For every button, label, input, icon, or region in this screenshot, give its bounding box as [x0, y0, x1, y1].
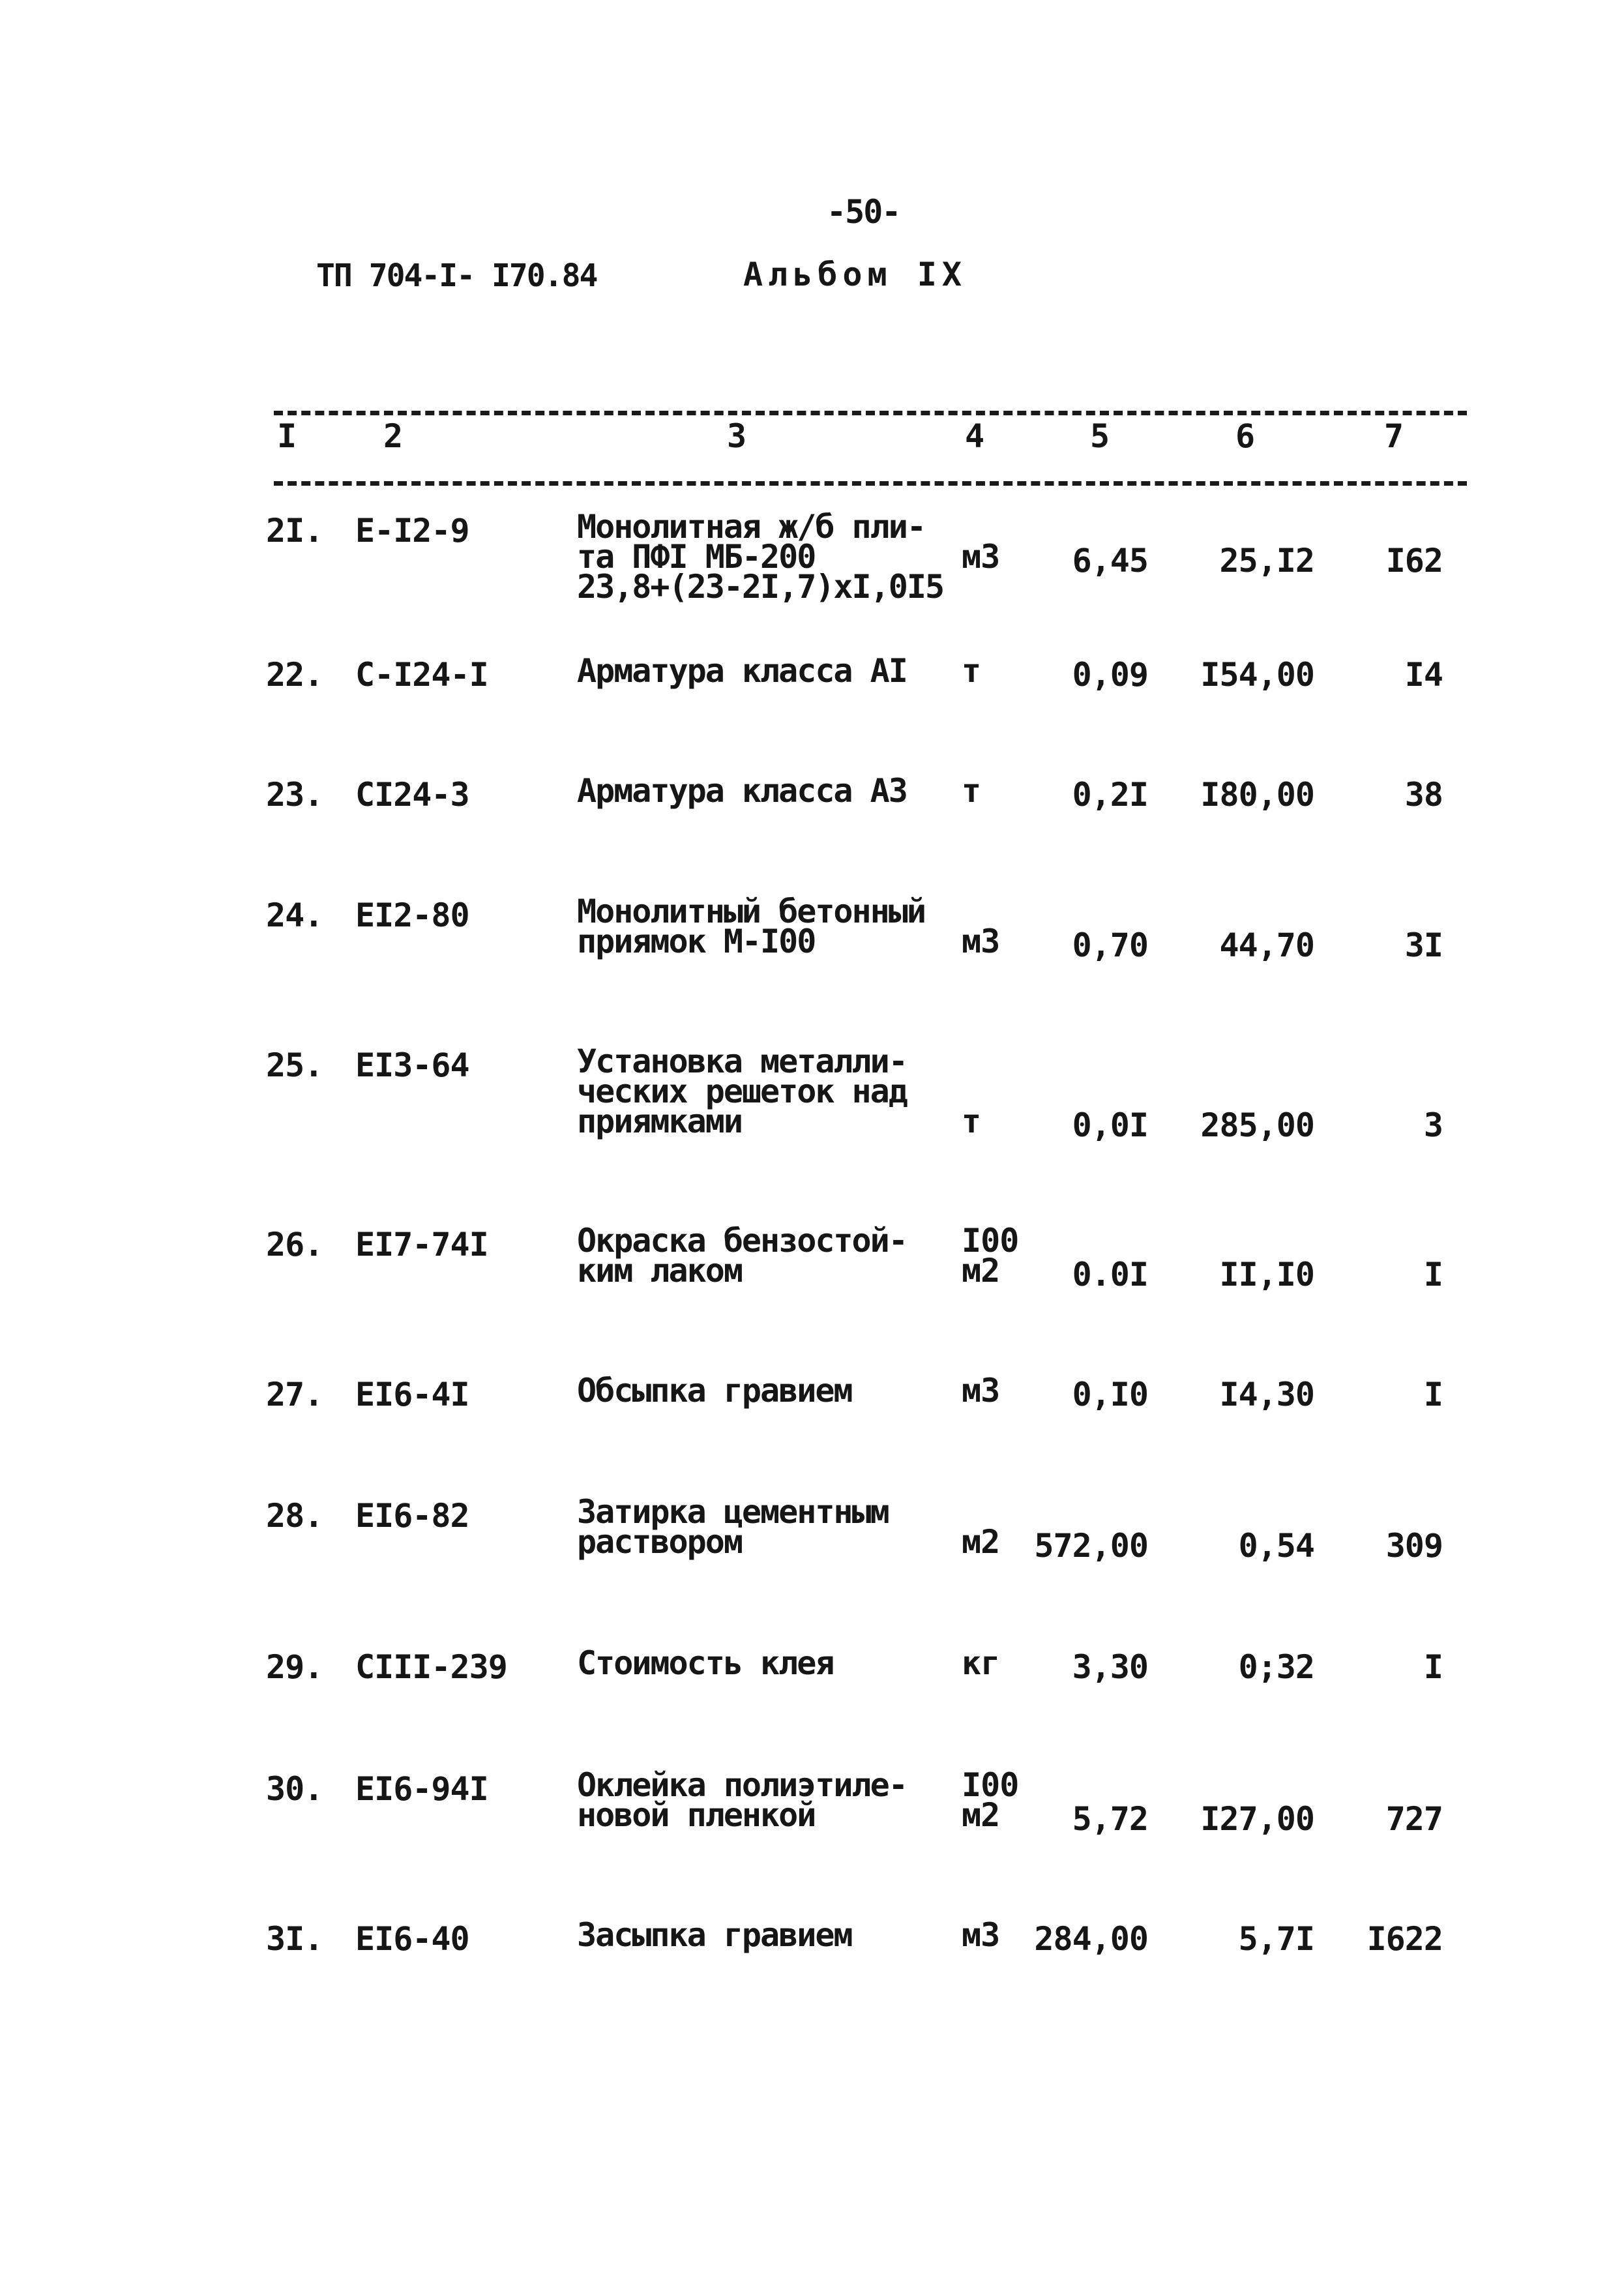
row-total: I	[1423, 1256, 1443, 1293]
row-unit: кг	[962, 1644, 1000, 1682]
row-code: EI7-74I	[355, 1226, 488, 1264]
row-unit: I00 м2	[962, 1766, 1019, 1834]
row-code: CIII-239	[355, 1648, 507, 1686]
table-header-rule	[274, 481, 1467, 486]
row-description: Затирка цементным раствором	[577, 1493, 889, 1561]
row-unit: т	[962, 652, 981, 690]
row-number: 29.	[266, 1648, 323, 1686]
column-header-3: 3	[727, 417, 747, 455]
row-code: CI24-3	[355, 776, 469, 814]
row-total: I	[1423, 1376, 1443, 1413]
row-total: I622	[1366, 1920, 1443, 1958]
row-number: 26.	[266, 1226, 323, 1264]
column-header-1: I	[277, 417, 297, 455]
row-quantity: 284,00	[1034, 1920, 1148, 1958]
column-header-4: 4	[965, 417, 985, 455]
row-number: 25.	[266, 1046, 323, 1084]
row-number: 22.	[266, 656, 323, 694]
row-code: C-I24-I	[355, 656, 488, 694]
row-code: EI2-80	[355, 896, 469, 934]
row-unit-price: 0,54	[1238, 1527, 1314, 1565]
row-total: I	[1423, 1648, 1443, 1686]
row-unit: т	[962, 772, 981, 810]
column-header-2: 2	[383, 417, 404, 455]
column-header-5: 5	[1090, 417, 1110, 455]
row-description: Монолитный бетонный приямок М-I00	[577, 893, 925, 960]
row-number: 24.	[266, 896, 323, 934]
row-quantity: 0,2I	[1072, 776, 1148, 814]
row-number: 27.	[266, 1376, 323, 1413]
row-quantity: 572,00	[1034, 1527, 1148, 1565]
row-description: Обсыпка гравием	[577, 1372, 852, 1410]
album-label: Альбом IX	[743, 256, 967, 293]
row-description: Оклейка полиэтиле- новой пленкой	[577, 1766, 907, 1834]
row-unit: т	[962, 1102, 981, 1140]
row-code: EI6-4I	[355, 1376, 469, 1413]
row-unit: м3	[962, 1916, 1000, 1954]
row-description: Монолитная ж/б пли- та ПФI МБ-200 23,8+(23-2I,7)xI,0I5	[577, 508, 944, 606]
table-top-rule	[274, 411, 1467, 415]
page-number: -50-	[827, 193, 900, 231]
row-quantity: 6,45	[1072, 542, 1148, 580]
row-quantity: 0,70	[1072, 926, 1148, 964]
row-total: 727	[1385, 1800, 1443, 1838]
row-unit: м3	[962, 538, 1000, 576]
row-description: Окраска бензостой- ким лаком	[577, 1222, 907, 1290]
row-unit-price: I80,00	[1200, 776, 1314, 814]
row-code: EI6-94I	[355, 1770, 488, 1808]
row-unit: I00 м2	[962, 1222, 1019, 1290]
row-number: 23.	[266, 776, 323, 814]
row-total: 309	[1385, 1527, 1443, 1565]
row-unit-price: 285,00	[1200, 1106, 1314, 1144]
row-total: 38	[1404, 776, 1443, 814]
row-code: EI3-64	[355, 1046, 469, 1084]
row-total: 3	[1423, 1106, 1443, 1144]
row-total: I62	[1385, 542, 1443, 580]
row-unit-price: 0;32	[1238, 1648, 1314, 1686]
row-description: Арматура класса A3	[577, 772, 907, 810]
row-unit: м3	[962, 1372, 1000, 1410]
row-description: Установка металли- ческих решеток над приямками	[577, 1042, 907, 1140]
row-unit-price: I54,00	[1200, 656, 1314, 694]
row-number: 3I.	[266, 1920, 323, 1958]
row-description: Арматура класса AI	[577, 652, 907, 690]
row-quantity: 5,72	[1072, 1800, 1148, 1838]
row-unit-price: I4,30	[1219, 1376, 1314, 1413]
row-unit-price: 44,70	[1219, 926, 1314, 964]
row-number: 28.	[266, 1497, 323, 1535]
row-quantity: 0,09	[1072, 656, 1148, 694]
row-code: EI6-40	[355, 1920, 469, 1958]
row-code: E-I2-9	[355, 512, 469, 550]
row-quantity: 0.0I	[1072, 1256, 1148, 1293]
row-unit-price: 5,7I	[1238, 1920, 1314, 1958]
row-quantity: 0,0I	[1072, 1106, 1148, 1144]
row-total: I4	[1404, 656, 1443, 694]
row-unit-price: II,I0	[1219, 1256, 1314, 1293]
row-description: Засыпка гравием	[577, 1916, 852, 1954]
row-total: 3I	[1404, 926, 1443, 964]
row-code: EI6-82	[355, 1497, 469, 1535]
row-number: 2I.	[266, 512, 323, 550]
row-unit-price: I27,00	[1200, 1800, 1314, 1838]
row-description: Стоимость клея	[577, 1644, 834, 1682]
row-number: 30.	[266, 1770, 323, 1808]
row-quantity: 3,30	[1072, 1648, 1148, 1686]
row-unit: м3	[962, 923, 1000, 960]
row-unit: м2	[962, 1523, 1000, 1561]
row-unit-price: 25,I2	[1219, 542, 1314, 580]
column-header-7: 7	[1384, 417, 1404, 455]
document-code: ТП 704-I- I70.84	[316, 258, 597, 294]
column-header-6: 6	[1235, 417, 1256, 455]
row-quantity: 0,I0	[1072, 1376, 1148, 1413]
